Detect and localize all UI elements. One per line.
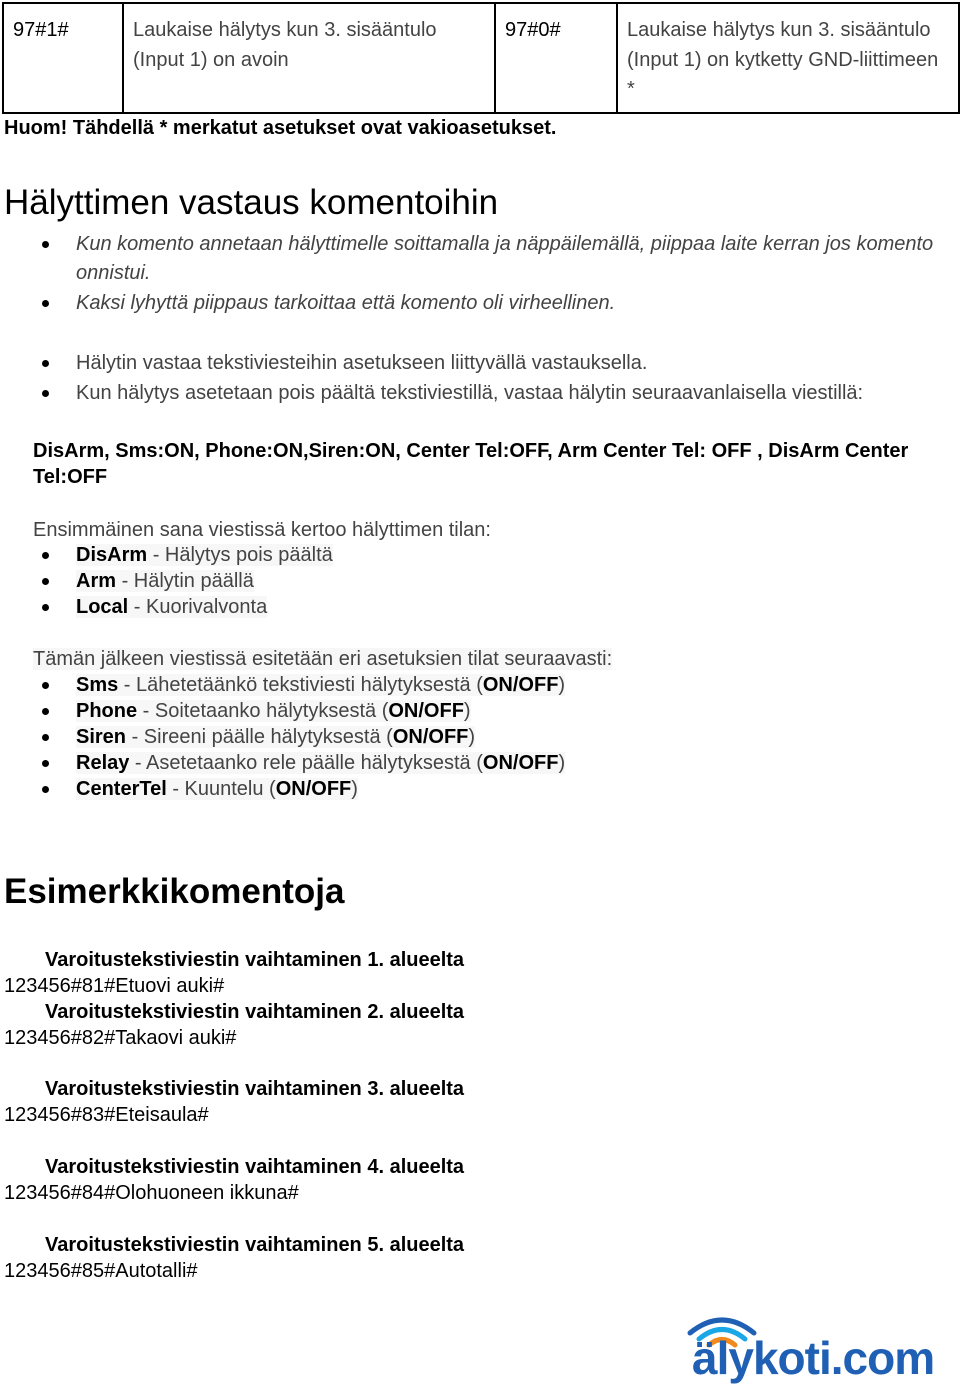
defaults-note: Huom! Tähdellä * merkatut asetukset ovat vakioasetukset. <box>4 117 557 139</box>
bullet-icon <box>42 734 49 741</box>
bullet-icon <box>42 604 49 611</box>
bullet-icon <box>42 390 49 397</box>
list-item: Local - Kuorivalvonta <box>76 596 268 618</box>
logo-text: älykoti.com <box>692 1332 935 1384</box>
section-heading-responses: Hälyttimen vastaus komentoihin <box>4 183 499 222</box>
list-item: Arm - Hälytin päällä <box>76 570 254 592</box>
bullet-icon <box>42 760 49 767</box>
table-cell: 97#1# <box>3 3 123 113</box>
table-cell: 97#0# <box>495 3 617 113</box>
bullet-icon <box>42 360 49 367</box>
bullet-icon <box>42 578 49 585</box>
table-row <box>3 3 959 113</box>
list-item: CenterTel - Kuuntelu (ON/OFF) <box>76 778 358 800</box>
example-title: Varoitustekstiviestin vaihtaminen 3. alueelta <box>45 1078 465 1100</box>
settings-table <box>2 2 960 114</box>
settings-intro: Tämän jälkeen viestissä esitetään eri asetuksien tilat seuraavasti: <box>33 648 613 670</box>
example-title: Varoitustekstiviestin vaihtaminen 4. alueelta <box>45 1156 465 1178</box>
section-heading-examples: Esimerkkikomentoja <box>4 872 345 911</box>
example-command: 123456#85#Autotalli# <box>4 1260 198 1282</box>
list-item: Siren - Sireeni päälle hälytyksestä (ON/OFF) <box>76 726 476 748</box>
example-title: Varoitustekstiviestin vaihtaminen 1. alueelta <box>45 949 465 971</box>
example-command: 123456#84#Olohuoneen ikkuna# <box>4 1182 299 1204</box>
list-item: DisArm - Hälytys pois päältä <box>76 544 333 566</box>
bullet-icon <box>42 786 49 793</box>
response-example: DisArm, Sms:ON, Phone:ON,Siren:ON, Center Tel:OFF, Arm Center Tel: OFF , DisArm Center Tel:OFF <box>33 440 909 488</box>
alykoti-logo <box>682 1303 952 1387</box>
list-item: Sms - Lähetetäänkö tekstiviesti hälytyksestä (ON/OFF) <box>76 674 566 696</box>
table-cell: Laukaise hälytys kun 3. sisääntulo (Input 1) on avoin <box>123 3 495 113</box>
bullet-icon <box>42 708 49 715</box>
list-item: Hälytin vastaa tekstiviesteihin asetukseen liittyvällä vastauksella. <box>76 352 648 374</box>
list-item: Phone - Soitetaanko hälytyksestä (ON/OFF) <box>76 700 471 722</box>
example-title: Varoitustekstiviestin vaihtaminen 5. alueelta <box>45 1234 465 1256</box>
bullet-icon <box>42 241 49 248</box>
bullet-icon <box>42 300 49 307</box>
bullet-icon <box>42 552 49 559</box>
state-intro: Ensimmäinen sana viestissä kertoo hälyttimen tilan: <box>33 519 491 541</box>
table-cell: Laukaise hälytys kun 3. sisääntulo (Input 1) on kytketty GND-liittimeen * <box>617 3 959 113</box>
example-command: 123456#82#Takaovi auki# <box>4 1027 237 1049</box>
list-item: Kaksi lyhyttä piippaus tarkoittaa että komento oli virheellinen. <box>76 292 616 314</box>
example-command: 123456#81#Etuovi auki# <box>4 975 225 997</box>
example-title: Varoitustekstiviestin vaihtaminen 2. alueelta <box>45 1001 465 1023</box>
example-command: 123456#83#Eteisaula# <box>4 1104 209 1126</box>
list-item: Kun hälytys asetetaan pois päältä tekstiviestillä, vastaa hälytin seuraavanlaisella viestillä: <box>76 382 864 404</box>
list-item: Relay - Asetetaanko rele päälle hälytyksestä (ON/OFF) <box>76 752 566 774</box>
list-item: Kun komento annetaan hälyttimelle soittamalla ja näppäilemällä, piippaa laite kerran jos komento onnistui. <box>76 233 934 284</box>
bullet-icon <box>42 682 49 689</box>
